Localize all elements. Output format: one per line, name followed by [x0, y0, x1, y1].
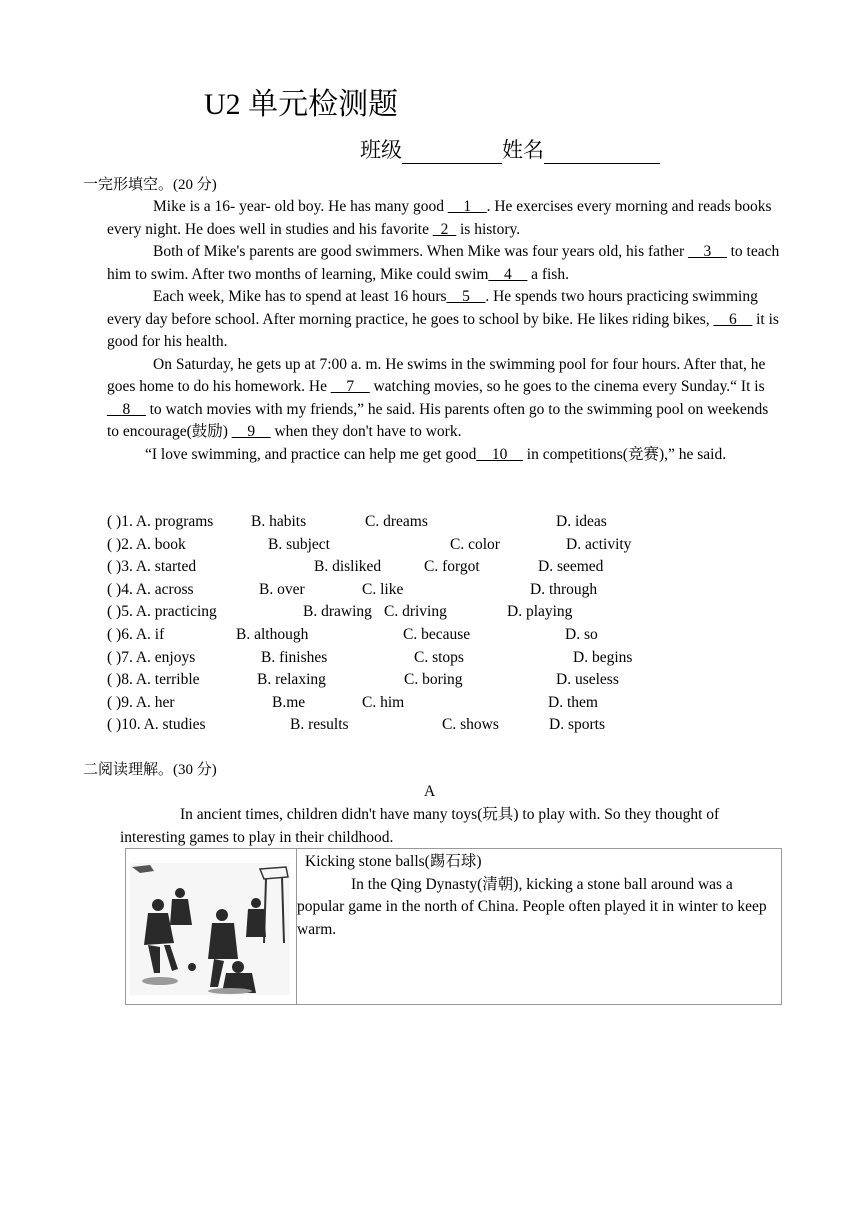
- option-row: [107, 556, 787, 579]
- blank-3: __3__: [688, 243, 727, 260]
- option-num-a: ( )7. A. enjoys: [107, 648, 196, 666]
- text-cell: [297, 849, 781, 1006]
- section1-heading: 一完形填空。(20 分): [83, 177, 217, 193]
- option-b: B. relaxing: [257, 671, 326, 689]
- option-d: D. sports: [549, 716, 605, 734]
- option-b: B. drawing: [303, 603, 372, 621]
- option-row: [107, 511, 787, 534]
- option-b: B. subject: [268, 535, 330, 553]
- option-b: B. habits: [251, 513, 307, 530]
- option-d: D. ideas: [556, 513, 607, 530]
- option-c: C. dreams: [365, 513, 428, 530]
- box-text: In the Qing Dynasty(清朝), kicking a stone ball around was a popular game in the north of China. People often played it in winter to keep warm.: [297, 875, 767, 938]
- blank-10: __10__: [476, 445, 523, 463]
- option-d: D. through: [530, 580, 598, 598]
- option-b: B. results: [290, 716, 349, 734]
- option-c: C. boring: [404, 671, 463, 689]
- option-num-a: ( )1. A. programs: [107, 513, 214, 530]
- blank-5: __5__: [446, 288, 486, 305]
- page-title: U2 单元检测题: [204, 88, 399, 121]
- option-d: D. seemed: [538, 558, 604, 576]
- option-c: C. him: [362, 693, 405, 711]
- option-b: B.me: [272, 693, 306, 711]
- option-d: D. activity: [566, 535, 632, 553]
- blank-9: __9__: [231, 423, 271, 440]
- options-list: [107, 511, 787, 737]
- image-cell: [126, 849, 297, 1004]
- kicking-stone-balls-illustration: [130, 863, 290, 995]
- info-table: [125, 848, 782, 1005]
- option-c: C. stops: [414, 648, 464, 666]
- box-title: Kicking stone balls(踢石球): [305, 853, 482, 870]
- option-num-a: ( )4. A. across: [107, 580, 194, 598]
- option-num-a: ( )2. A. book: [107, 535, 186, 553]
- cloze-paragraph-5: “I love swimming, and practice can help me get good__10__ in competitions(竞赛),” he said.: [145, 445, 727, 463]
- reading-intro: [120, 804, 784, 849]
- option-num-a: ( )3. A. started: [107, 558, 197, 576]
- blank-4: __4__: [488, 265, 528, 283]
- option-d: D. so: [565, 625, 598, 643]
- passage-label: A: [424, 783, 436, 800]
- class-label: 班级: [360, 138, 402, 162]
- option-b: B. although: [236, 625, 309, 643]
- intro-text: In ancient times, children didn't have many toys(玩具) to play with. So they thought of interesting games to play in their childhood.: [120, 806, 720, 846]
- option-d: D. them: [548, 693, 598, 711]
- blank-2: _2_: [432, 220, 457, 238]
- option-row: [107, 534, 787, 557]
- option-row: [107, 714, 787, 737]
- option-c: C. forgot: [424, 558, 480, 576]
- cloze-paragraph-2: Both of Mike's parents are good swimmers. When Mike was four years old, his father __3__ to teach him to swim. After two months of learning, Mike could swim__4__ a fish.: [107, 243, 780, 283]
- option-c: C. because: [403, 625, 471, 643]
- option-b: B. disliked: [314, 558, 382, 576]
- option-c: C. shows: [442, 716, 499, 734]
- cloze-paragraph-3: Each week, Mike has to spend at least 16 hours__5__. He spends two hours practicing swimming every day before school. After morning practice, he goes to school by bike. He likes riding bikes, __6__ it is good for his health.: [107, 288, 779, 350]
- name-blank: [544, 141, 660, 164]
- option-d: D. useless: [556, 671, 619, 689]
- class-name-line: [360, 136, 660, 164]
- option-d: D. playing: [507, 603, 573, 621]
- cloze-passage: [107, 196, 783, 466]
- option-row: [107, 624, 787, 647]
- option-num-a: ( )6. A. if: [107, 625, 165, 643]
- option-b: B. over: [259, 580, 305, 598]
- option-row: [107, 601, 787, 624]
- option-num-a: ( )10. A. studies: [107, 716, 206, 734]
- class-blank: [402, 141, 502, 164]
- option-c: C. color: [450, 535, 500, 553]
- option-row: [107, 692, 787, 715]
- option-row: [107, 647, 787, 670]
- cloze-paragraph-1: Mike is a 16- year- old boy. He has many good __1__. He exercises every morning and reads books every night. He does well in studies and his favorite _2_ is history.: [107, 198, 772, 238]
- option-d: D. begins: [573, 648, 633, 666]
- option-c: C. driving: [384, 603, 447, 621]
- option-num-a: ( )9. A. her: [107, 693, 175, 711]
- blank-8: __8__: [107, 400, 146, 418]
- blank-6: __6__: [713, 310, 753, 328]
- option-num-a: ( )8. A. terrible: [107, 671, 200, 689]
- section2-heading: 二阅读理解。(30 分): [83, 762, 217, 778]
- option-c: C. like: [362, 580, 404, 598]
- option-b: B. finishes: [261, 648, 328, 666]
- cloze-paragraph-4: On Saturday, he gets up at 7:00 a. m. He swims in the swimming pool for four hours. After that, he goes home to do his homework. He __7__ watching movies, so he goes to the cinema every Sunday.“ It is __8__ to watch movies with my friends,” he said. His parents often go to the swimming pool on weekends to encourage(鼓励) __9__ when they don't have to work.: [107, 355, 769, 440]
- option-row: [107, 669, 787, 692]
- name-label: 姓名: [502, 138, 544, 162]
- option-num-a: ( )5. A. practicing: [107, 603, 217, 621]
- blank-7: __7__: [330, 378, 370, 395]
- option-row: [107, 579, 787, 602]
- blank-1: __1__: [447, 198, 487, 215]
